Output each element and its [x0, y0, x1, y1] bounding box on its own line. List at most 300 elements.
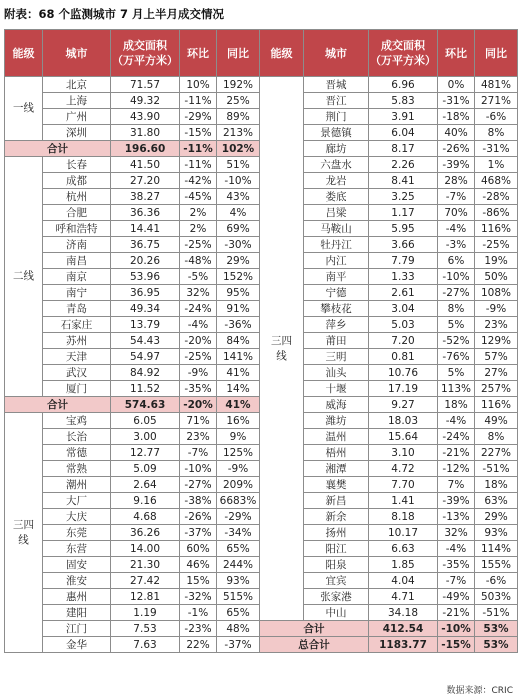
- right-volume: 18.03: [369, 413, 438, 429]
- right-mom: 8%: [438, 301, 475, 317]
- left-yoy: -29%: [217, 509, 260, 525]
- right-city: 阳泉: [304, 557, 369, 573]
- right-city: 马鞍山: [304, 221, 369, 237]
- header-tier-right: 能级: [260, 30, 304, 77]
- right-yoy: 271%: [475, 93, 518, 109]
- left-mom: -11%: [180, 157, 217, 173]
- left-volume: 1.19: [111, 605, 180, 621]
- left-mom: -29%: [180, 109, 217, 125]
- table-row: [5, 621, 518, 637]
- right-city: 新昌: [304, 493, 369, 509]
- left-volume: 21.30: [111, 557, 180, 573]
- right-yoy: 57%: [475, 349, 518, 365]
- left-volume: 36.36: [111, 205, 180, 221]
- right-city: 扬州: [304, 525, 369, 541]
- left-mom: -27%: [180, 477, 217, 493]
- left-city: 建阳: [43, 605, 111, 621]
- left-volume: 6.05: [111, 413, 180, 429]
- right-yoy: 19%: [475, 253, 518, 269]
- right-sum-yoy: 53%: [475, 621, 518, 637]
- left-mom: 32%: [180, 285, 217, 301]
- left-volume: 9.16: [111, 493, 180, 509]
- left-volume: 27.20: [111, 173, 180, 189]
- right-volume: 2.26: [369, 157, 438, 173]
- right-mom: 6%: [438, 253, 475, 269]
- right-volume: 9.27: [369, 397, 438, 413]
- table-title: 附表：68 个监测城市 7 月上半月成交情况: [4, 7, 225, 21]
- left-yoy: -34%: [217, 525, 260, 541]
- right-volume: 8.41: [369, 173, 438, 189]
- left-volume: 7.63: [111, 637, 180, 653]
- header-yoy: 同比: [217, 30, 260, 77]
- header-yoy-right: 同比: [475, 30, 518, 77]
- left-yoy: 95%: [217, 285, 260, 301]
- right-yoy: 50%: [475, 269, 518, 285]
- right-mom: 0%: [438, 77, 475, 93]
- right-yoy: 129%: [475, 333, 518, 349]
- right-mom: 5%: [438, 317, 475, 333]
- tier-label-text: 二线: [13, 270, 34, 282]
- left-volume: 4.68: [111, 509, 180, 525]
- left-mom: 23%: [180, 429, 217, 445]
- right-mom: -52%: [438, 333, 475, 349]
- left-city: 济南: [43, 237, 111, 253]
- right-city: 景德镇: [304, 125, 369, 141]
- right-city: 汕头: [304, 365, 369, 381]
- left-mom: -45%: [180, 189, 217, 205]
- right-yoy: 227%: [475, 445, 518, 461]
- tier-label-text: 一线: [13, 102, 34, 114]
- right-mom: -21%: [438, 445, 475, 461]
- left-yoy: 14%: [217, 381, 260, 397]
- header-mom: 环比: [180, 30, 217, 77]
- right-volume: 17.19: [369, 381, 438, 397]
- right-volume: 7.70: [369, 477, 438, 493]
- right-yoy: 49%: [475, 413, 518, 429]
- right-mom: -35%: [438, 557, 475, 573]
- right-volume: 1.33: [369, 269, 438, 285]
- right-mom: -49%: [438, 589, 475, 605]
- right-city: 六盘水: [304, 157, 369, 173]
- left-yoy: -36%: [217, 317, 260, 333]
- left-volume: 31.80: [111, 125, 180, 141]
- right-city: 湘潭: [304, 461, 369, 477]
- right-city: 十堰: [304, 381, 369, 397]
- data-table-wrapper: [4, 29, 517, 653]
- right-city: 廊坊: [304, 141, 369, 157]
- right-mom: -13%: [438, 509, 475, 525]
- tier-label-text: 三四线: [271, 334, 292, 362]
- right-mom: -39%: [438, 493, 475, 509]
- left-volume: 84.92: [111, 365, 180, 381]
- left-volume: 20.26: [111, 253, 180, 269]
- table-row: [5, 637, 518, 653]
- right-yoy: -28%: [475, 189, 518, 205]
- left-sum-mom: -11%: [180, 141, 217, 157]
- right-city: 娄底: [304, 189, 369, 205]
- left-city: 常德: [43, 445, 111, 461]
- right-volume: 1.17: [369, 205, 438, 221]
- right-yoy: 155%: [475, 557, 518, 573]
- left-mom: -10%: [180, 461, 217, 477]
- left-yoy: 9%: [217, 429, 260, 445]
- header-volume-right: 成交面积 （万平方米）: [369, 30, 438, 77]
- header-tier: 能级: [5, 30, 43, 77]
- tier-label-right-tier34: [260, 77, 304, 621]
- left-mom: -7%: [180, 445, 217, 461]
- right-yoy: 116%: [475, 221, 518, 237]
- right-city: 新余: [304, 509, 369, 525]
- right-city: 宜宾: [304, 573, 369, 589]
- left-city: 金华: [43, 637, 111, 653]
- left-sum-volume: 196.60: [111, 141, 180, 157]
- left-yoy: 29%: [217, 253, 260, 269]
- right-mom: -7%: [438, 573, 475, 589]
- left-city: 大厂: [43, 493, 111, 509]
- left-city: 潮州: [43, 477, 111, 493]
- left-city: 广州: [43, 109, 111, 125]
- left-mom: 2%: [180, 221, 217, 237]
- left-city: 杭州: [43, 189, 111, 205]
- left-city: 宝鸡: [43, 413, 111, 429]
- left-city: 北京: [43, 77, 111, 93]
- left-yoy: 48%: [217, 621, 260, 637]
- left-yoy: 213%: [217, 125, 260, 141]
- right-volume: 3.91: [369, 109, 438, 125]
- left-city: 东营: [43, 541, 111, 557]
- left-yoy: 91%: [217, 301, 260, 317]
- right-yoy: 29%: [475, 509, 518, 525]
- left-mom: -25%: [180, 237, 217, 253]
- left-city: 惠州: [43, 589, 111, 605]
- left-mom: 15%: [180, 573, 217, 589]
- right-yoy: 23%: [475, 317, 518, 333]
- left-mom: -42%: [180, 173, 217, 189]
- right-city: 荆门: [304, 109, 369, 125]
- left-sum-city: 合计: [5, 397, 111, 413]
- header-city: 城市: [43, 30, 111, 77]
- right-yoy: 108%: [475, 285, 518, 301]
- left-volume: 3.00: [111, 429, 180, 445]
- left-yoy: 65%: [217, 541, 260, 557]
- right-city: 牡丹江: [304, 237, 369, 253]
- right-mom: -4%: [438, 221, 475, 237]
- right-sum-volume: 1183.77: [369, 637, 438, 653]
- left-mom: -4%: [180, 317, 217, 333]
- table-row: [5, 77, 518, 93]
- left-volume: 36.26: [111, 525, 180, 541]
- left-city: 常熟: [43, 461, 111, 477]
- left-mom: -23%: [180, 621, 217, 637]
- right-sum-volume: 412.54: [369, 621, 438, 637]
- left-city: 长治: [43, 429, 111, 445]
- left-volume: 5.09: [111, 461, 180, 477]
- left-volume: 36.75: [111, 237, 180, 253]
- left-city: 大庆: [43, 509, 111, 525]
- right-volume: 5.03: [369, 317, 438, 333]
- right-city: 攀枝花: [304, 301, 369, 317]
- right-mom: 40%: [438, 125, 475, 141]
- left-sum-mom: -20%: [180, 397, 217, 413]
- left-city: 南昌: [43, 253, 111, 269]
- left-city: 南京: [43, 269, 111, 285]
- right-volume: 10.17: [369, 525, 438, 541]
- right-volume: 6.04: [369, 125, 438, 141]
- left-city: 东莞: [43, 525, 111, 541]
- left-city: 上海: [43, 93, 111, 109]
- right-mom: -4%: [438, 413, 475, 429]
- right-mom: 113%: [438, 381, 475, 397]
- left-yoy: 16%: [217, 413, 260, 429]
- right-yoy: -51%: [475, 461, 518, 477]
- left-city: 合肥: [43, 205, 111, 221]
- left-volume: 49.34: [111, 301, 180, 317]
- right-sum-city: 总合计: [260, 637, 369, 653]
- right-sum-yoy: 53%: [475, 637, 518, 653]
- right-mom: -21%: [438, 605, 475, 621]
- right-yoy: -6%: [475, 109, 518, 125]
- right-yoy: 63%: [475, 493, 518, 509]
- right-city: 莆田: [304, 333, 369, 349]
- data-source-note: 数据来源：CRIC: [446, 686, 513, 696]
- left-city: 固安: [43, 557, 111, 573]
- right-mom: 5%: [438, 365, 475, 381]
- left-yoy: 25%: [217, 93, 260, 109]
- right-city: 南平: [304, 269, 369, 285]
- tier-label-tier34: [5, 413, 43, 653]
- left-yoy: 65%: [217, 605, 260, 621]
- left-mom: -24%: [180, 301, 217, 317]
- right-volume: 15.64: [369, 429, 438, 445]
- right-mom: 28%: [438, 173, 475, 189]
- left-volume: 54.97: [111, 349, 180, 365]
- left-yoy: 244%: [217, 557, 260, 573]
- right-yoy: -9%: [475, 301, 518, 317]
- right-mom: -26%: [438, 141, 475, 157]
- right-volume: 4.71: [369, 589, 438, 605]
- right-city: 宁德: [304, 285, 369, 301]
- left-mom: -25%: [180, 349, 217, 365]
- right-sum-mom: -10%: [438, 621, 475, 637]
- left-volume: 7.53: [111, 621, 180, 637]
- right-city: 晋城: [304, 77, 369, 93]
- right-yoy: 8%: [475, 429, 518, 445]
- left-mom: -20%: [180, 333, 217, 349]
- left-yoy: 84%: [217, 333, 260, 349]
- left-mom: -1%: [180, 605, 217, 621]
- right-mom: -31%: [438, 93, 475, 109]
- left-yoy: -9%: [217, 461, 260, 477]
- left-mom: -37%: [180, 525, 217, 541]
- right-yoy: 257%: [475, 381, 518, 397]
- left-yoy: 4%: [217, 205, 260, 221]
- tier-label-tier2: [5, 157, 43, 397]
- left-city: 成都: [43, 173, 111, 189]
- left-yoy: 141%: [217, 349, 260, 365]
- left-mom: 46%: [180, 557, 217, 573]
- header-row: [5, 30, 518, 77]
- right-mom: 7%: [438, 477, 475, 493]
- right-mom: -10%: [438, 269, 475, 285]
- right-volume: 8.17: [369, 141, 438, 157]
- right-mom: -18%: [438, 109, 475, 125]
- right-mom: 32%: [438, 525, 475, 541]
- left-volume: 14.41: [111, 221, 180, 237]
- right-city: 温州: [304, 429, 369, 445]
- right-volume: 3.25: [369, 189, 438, 205]
- right-city: 晋江: [304, 93, 369, 109]
- left-mom: -48%: [180, 253, 217, 269]
- right-mom: 70%: [438, 205, 475, 221]
- left-yoy: 69%: [217, 221, 260, 237]
- left-yoy: 152%: [217, 269, 260, 285]
- left-mom: 2%: [180, 205, 217, 221]
- left-mom: 60%: [180, 541, 217, 557]
- right-volume: 4.04: [369, 573, 438, 589]
- right-city: 三明: [304, 349, 369, 365]
- right-yoy: -51%: [475, 605, 518, 621]
- left-sum-yoy: 102%: [217, 141, 260, 157]
- right-yoy: 1%: [475, 157, 518, 173]
- left-mom: -26%: [180, 509, 217, 525]
- right-volume: 1.85: [369, 557, 438, 573]
- left-mom: -35%: [180, 381, 217, 397]
- right-city: 吕梁: [304, 205, 369, 221]
- right-mom: -4%: [438, 541, 475, 557]
- right-mom: -76%: [438, 349, 475, 365]
- right-volume: 5.95: [369, 221, 438, 237]
- right-city: 襄樊: [304, 477, 369, 493]
- left-sum-yoy: 41%: [217, 397, 260, 413]
- left-volume: 38.27: [111, 189, 180, 205]
- header-mom-right: 环比: [438, 30, 475, 77]
- left-volume: 53.96: [111, 269, 180, 285]
- right-volume: 5.83: [369, 93, 438, 109]
- right-volume: 3.04: [369, 301, 438, 317]
- right-sum-city: 合计: [260, 621, 369, 637]
- left-volume: 2.64: [111, 477, 180, 493]
- right-volume: 3.10: [369, 445, 438, 461]
- right-city: 龙岩: [304, 173, 369, 189]
- left-mom: -5%: [180, 269, 217, 285]
- right-city: 威海: [304, 397, 369, 413]
- right-volume: 0.81: [369, 349, 438, 365]
- right-yoy: 481%: [475, 77, 518, 93]
- left-mom: 71%: [180, 413, 217, 429]
- tier-label-text: 三四线: [13, 518, 34, 546]
- left-yoy: 125%: [217, 445, 260, 461]
- left-volume: 27.42: [111, 573, 180, 589]
- right-mom: -3%: [438, 237, 475, 253]
- left-mom: 22%: [180, 637, 217, 653]
- left-yoy: -30%: [217, 237, 260, 253]
- right-city: 潍坊: [304, 413, 369, 429]
- right-volume: 3.66: [369, 237, 438, 253]
- left-yoy: 209%: [217, 477, 260, 493]
- right-city: 内江: [304, 253, 369, 269]
- right-yoy: -86%: [475, 205, 518, 221]
- right-city: 萍乡: [304, 317, 369, 333]
- left-volume: 12.81: [111, 589, 180, 605]
- left-volume: 36.95: [111, 285, 180, 301]
- left-city: 南宁: [43, 285, 111, 301]
- left-volume: 71.57: [111, 77, 180, 93]
- right-mom: -27%: [438, 285, 475, 301]
- right-city: 阳江: [304, 541, 369, 557]
- left-city: 天津: [43, 349, 111, 365]
- left-mom: -9%: [180, 365, 217, 381]
- left-volume: 43.90: [111, 109, 180, 125]
- right-yoy: 27%: [475, 365, 518, 381]
- left-volume: 11.52: [111, 381, 180, 397]
- left-volume: 49.32: [111, 93, 180, 109]
- right-volume: 7.20: [369, 333, 438, 349]
- right-sum-mom: -15%: [438, 637, 475, 653]
- right-volume: 6.96: [369, 77, 438, 93]
- left-city: 青岛: [43, 301, 111, 317]
- left-sum-volume: 574.63: [111, 397, 180, 413]
- left-city: 武汉: [43, 365, 111, 381]
- left-yoy: -10%: [217, 173, 260, 189]
- right-volume: 10.76: [369, 365, 438, 381]
- right-mom: -24%: [438, 429, 475, 445]
- left-yoy: -37%: [217, 637, 260, 653]
- left-yoy: 93%: [217, 573, 260, 589]
- right-volume: 6.63: [369, 541, 438, 557]
- right-mom: -7%: [438, 189, 475, 205]
- left-yoy: 51%: [217, 157, 260, 173]
- left-yoy: 41%: [217, 365, 260, 381]
- left-yoy: 6683%: [217, 493, 260, 509]
- left-sum-city: 合计: [5, 141, 111, 157]
- right-mom: -12%: [438, 461, 475, 477]
- left-volume: 54.43: [111, 333, 180, 349]
- right-yoy: -31%: [475, 141, 518, 157]
- left-yoy: 515%: [217, 589, 260, 605]
- header-city-right: 城市: [304, 30, 369, 77]
- right-city: 梧州: [304, 445, 369, 461]
- left-city: 江门: [43, 621, 111, 637]
- left-city: 呼和浩特: [43, 221, 111, 237]
- table-body: [5, 30, 518, 653]
- right-volume: 4.72: [369, 461, 438, 477]
- left-city: 苏州: [43, 333, 111, 349]
- left-mom: -11%: [180, 93, 217, 109]
- left-volume: 41.50: [111, 157, 180, 173]
- left-city: 厦门: [43, 381, 111, 397]
- right-city: 中山: [304, 605, 369, 621]
- left-mom: 10%: [180, 77, 217, 93]
- right-yoy: 468%: [475, 173, 518, 189]
- left-yoy: 192%: [217, 77, 260, 93]
- right-yoy: 18%: [475, 477, 518, 493]
- right-yoy: 116%: [475, 397, 518, 413]
- left-yoy: 89%: [217, 109, 260, 125]
- tier-label-tier1: [5, 77, 43, 141]
- left-volume: 14.00: [111, 541, 180, 557]
- left-city: 石家庄: [43, 317, 111, 333]
- right-mom: 18%: [438, 397, 475, 413]
- right-yoy: 114%: [475, 541, 518, 557]
- right-volume: 34.18: [369, 605, 438, 621]
- right-volume: 1.41: [369, 493, 438, 509]
- right-yoy: 8%: [475, 125, 518, 141]
- right-volume: 2.61: [369, 285, 438, 301]
- right-yoy: -25%: [475, 237, 518, 253]
- right-volume: 7.79: [369, 253, 438, 269]
- left-mom: -15%: [180, 125, 217, 141]
- right-yoy: 503%: [475, 589, 518, 605]
